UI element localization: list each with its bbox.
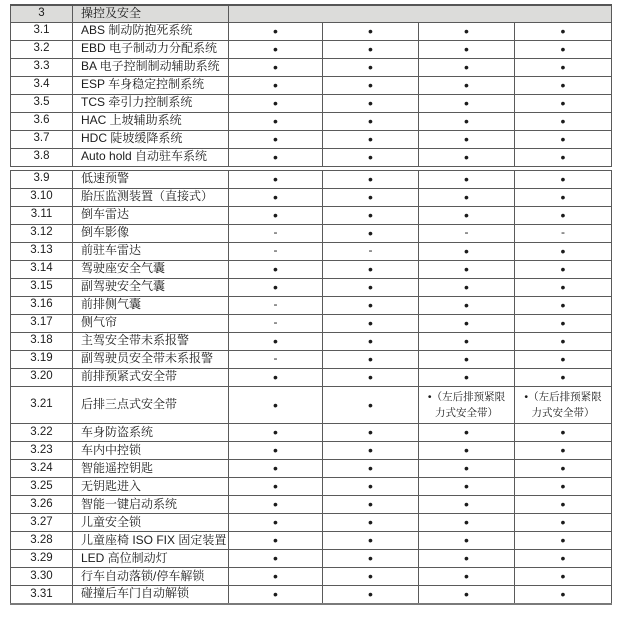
section-header-row (11, 5, 612, 22)
spec-value: • (323, 532, 419, 550)
spec-value: • (419, 188, 515, 206)
table-row (11, 94, 612, 112)
row-label: 主驾安全带未系报警 (73, 332, 229, 350)
spec-value: • (323, 514, 419, 532)
row-label: 侧气帘 (73, 314, 229, 332)
table-row (11, 550, 612, 568)
spec-value: • (515, 58, 612, 76)
spec-value: - (515, 224, 612, 242)
row-label: TCS 牵引力控制系统 (73, 94, 229, 112)
spec-value: • (515, 532, 612, 550)
spec-value: • (419, 332, 515, 350)
spec-value: • (515, 442, 612, 460)
table-row (11, 278, 612, 296)
spec-value: • (419, 260, 515, 278)
row-number: 3.21 (11, 386, 73, 424)
spec-value: • (323, 550, 419, 568)
row-number: 3.15 (11, 278, 73, 296)
spec-tables-container (10, 4, 611, 605)
row-label: 碰撞后车门自动解锁 (73, 586, 229, 604)
spec-value: • (419, 586, 515, 604)
spec-value: - (229, 296, 323, 314)
spec-value: • (323, 314, 419, 332)
spec-value: • (229, 170, 323, 188)
row-number: 3.3 (11, 58, 73, 76)
spec-value: • (229, 550, 323, 568)
spec-value: • (323, 350, 419, 368)
table-row (11, 514, 612, 532)
row-label: LED 高位制动灯 (73, 550, 229, 568)
table-row (11, 76, 612, 94)
row-number: 3.4 (11, 76, 73, 94)
spec-value: • (515, 112, 612, 130)
spec-value: • (419, 460, 515, 478)
spec-value: • (323, 148, 419, 166)
table-row (11, 206, 612, 224)
spec-value: • (515, 94, 612, 112)
row-label: 副驾驶安全气囊 (73, 278, 229, 296)
table-row (11, 260, 612, 278)
spec-value: • (515, 350, 612, 368)
row-label: Auto hold 自动驻车系统 (73, 148, 229, 166)
spec-value: • (229, 586, 323, 604)
table-row (11, 130, 612, 148)
row-number: 3.12 (11, 224, 73, 242)
row-number: 3.22 (11, 424, 73, 442)
spec-value: • (229, 260, 323, 278)
spec-value: • (419, 58, 515, 76)
spec-table-section-1 (10, 4, 612, 167)
row-label: EBD 电子制动力分配系统 (73, 40, 229, 58)
spec-value: • (515, 278, 612, 296)
row-label: BA 电子控制制动辅助系统 (73, 58, 229, 76)
table-row (11, 224, 612, 242)
spec-value: • (515, 568, 612, 586)
spec-value: • (323, 586, 419, 604)
spec-value: • (419, 170, 515, 188)
spec-value: • (229, 496, 323, 514)
table-row (11, 568, 612, 586)
spec-value: • (515, 22, 612, 40)
spec-value: • (515, 170, 612, 188)
spec-value: - (419, 224, 515, 242)
row-number: 3.31 (11, 586, 73, 604)
spec-value: • (419, 314, 515, 332)
spec-value: • (515, 514, 612, 532)
spec-value: • (419, 478, 515, 496)
row-label: 儿童座椅 ISO FIX 固定装置 (73, 532, 229, 550)
table-row (11, 170, 612, 188)
spec-value: • (229, 22, 323, 40)
row-label: 后排三点式安全带 (73, 386, 229, 424)
row-label: ESP 车身稳定控制系统 (73, 76, 229, 94)
row-label: ABS 制动防抱死系统 (73, 22, 229, 40)
spec-value: • (229, 460, 323, 478)
spec-value: • (515, 188, 612, 206)
spec-value: • (229, 368, 323, 386)
row-label: 车身防盗系统 (73, 424, 229, 442)
row-number: 3.16 (11, 296, 73, 314)
row-number: 3.1 (11, 22, 73, 40)
table-row (11, 112, 612, 130)
spec-value: • (323, 386, 419, 424)
row-number: 3.29 (11, 550, 73, 568)
table-row (11, 368, 612, 386)
row-label: 智能遥控钥匙 (73, 460, 229, 478)
spec-table-section-2 (10, 170, 612, 605)
spec-value: • (229, 148, 323, 166)
spec-value: • (419, 22, 515, 40)
spec-value: • (323, 170, 419, 188)
spec-value: - (229, 242, 323, 260)
spec-value: • (229, 130, 323, 148)
table-row (11, 296, 612, 314)
spec-value: • (419, 350, 515, 368)
row-number: 3.7 (11, 130, 73, 148)
spec-value: • (515, 460, 612, 478)
table-row (11, 386, 612, 424)
row-number: 3.13 (11, 242, 73, 260)
row-number: 3.25 (11, 478, 73, 496)
row-label: 驾驶座安全气囊 (73, 260, 229, 278)
row-label: 车内中控锁 (73, 442, 229, 460)
spec-value: • (229, 76, 323, 94)
spec-value: - (323, 242, 419, 260)
spec-value: • (229, 58, 323, 76)
spec-value: • (515, 40, 612, 58)
row-number: 3.8 (11, 148, 73, 166)
spec-value: • (323, 478, 419, 496)
row-label: 前排预紧式安全带 (73, 368, 229, 386)
spec-value: • (229, 40, 323, 58)
spec-value: • (419, 532, 515, 550)
spec-value: • (323, 296, 419, 314)
spec-value: • (229, 568, 323, 586)
spec-value: • (515, 424, 612, 442)
row-label: 行车自动落锁/停车解锁 (73, 568, 229, 586)
spec-value: • (229, 112, 323, 130)
section-header-spacer (229, 5, 612, 22)
table-row (11, 314, 612, 332)
row-number: 3.11 (11, 206, 73, 224)
spec-value: • (229, 332, 323, 350)
spec-value: - (229, 314, 323, 332)
spec-value: • (515, 314, 612, 332)
spec-value: - (229, 350, 323, 368)
spec-value: • (323, 278, 419, 296)
table-row (11, 586, 612, 604)
spec-value: • (323, 368, 419, 386)
spec-value: • (323, 260, 419, 278)
spec-value: • (515, 496, 612, 514)
row-number: 3.19 (11, 350, 73, 368)
spec-value: • (419, 278, 515, 296)
spec-value: • (419, 148, 515, 166)
table-row (11, 332, 612, 350)
spec-value: • (515, 332, 612, 350)
table-row (11, 532, 612, 550)
row-number: 3.10 (11, 188, 73, 206)
spec-value: • (229, 478, 323, 496)
row-number: 3.14 (11, 260, 73, 278)
spec-value: • (515, 242, 612, 260)
table-row (11, 242, 612, 260)
table-row (11, 424, 612, 442)
row-number: 3.23 (11, 442, 73, 460)
spec-value: • (419, 94, 515, 112)
spec-value: • (515, 368, 612, 386)
spec-value: • (323, 496, 419, 514)
spec-value: •（左后排预紧限力式安全带） (515, 386, 612, 424)
table-row (11, 148, 612, 166)
row-label: HAC 上坡辅助系统 (73, 112, 229, 130)
spec-value: • (323, 332, 419, 350)
spec-value: • (323, 40, 419, 58)
row-number: 3.27 (11, 514, 73, 532)
spec-value: • (515, 478, 612, 496)
row-label: 前排侧气囊 (73, 296, 229, 314)
spec-value: • (323, 188, 419, 206)
spec-value: • (515, 586, 612, 604)
table-row (11, 22, 612, 40)
table-row (11, 40, 612, 58)
spec-value: • (515, 148, 612, 166)
row-label: 儿童安全锁 (73, 514, 229, 532)
spec-value: • (323, 22, 419, 40)
table-row (11, 350, 612, 368)
spec-value: • (515, 260, 612, 278)
spec-value: • (419, 442, 515, 460)
spec-value: • (229, 532, 323, 550)
spec-value: • (419, 368, 515, 386)
spec-value: • (419, 76, 515, 94)
spec-value: • (323, 442, 419, 460)
spec-value: • (515, 76, 612, 94)
spec-value: • (323, 568, 419, 586)
table-row (11, 188, 612, 206)
spec-value: • (515, 206, 612, 224)
table-row (11, 460, 612, 478)
row-number: 3.18 (11, 332, 73, 350)
row-label: 倒车雷达 (73, 206, 229, 224)
spec-value: • (229, 278, 323, 296)
spec-value: • (419, 112, 515, 130)
spec-value: • (419, 130, 515, 148)
row-number: 3.20 (11, 368, 73, 386)
row-label: 副驾驶员安全带未系报警 (73, 350, 229, 368)
spec-value: • (229, 386, 323, 424)
section-number: 3 (11, 5, 73, 22)
spec-value: • (323, 112, 419, 130)
row-label: 前驻车雷达 (73, 242, 229, 260)
spec-value: • (515, 130, 612, 148)
row-number: 3.2 (11, 40, 73, 58)
spec-value: • (229, 188, 323, 206)
spec-value: • (515, 296, 612, 314)
section-title: 操控及安全 (73, 5, 229, 22)
row-number: 3.6 (11, 112, 73, 130)
spec-value: • (419, 424, 515, 442)
row-number: 3.5 (11, 94, 73, 112)
spec-value: • (515, 550, 612, 568)
spec-value: • (323, 424, 419, 442)
spec-value: • (419, 496, 515, 514)
spec-value: • (229, 206, 323, 224)
spec-value: • (229, 442, 323, 460)
row-number: 3.17 (11, 314, 73, 332)
row-label: HDC 陡坡缓降系统 (73, 130, 229, 148)
row-number: 3.28 (11, 532, 73, 550)
spec-value: • (323, 460, 419, 478)
spec-value: • (323, 76, 419, 94)
spec-value: • (419, 568, 515, 586)
row-number: 3.30 (11, 568, 73, 586)
spec-value: • (229, 424, 323, 442)
table-row (11, 442, 612, 460)
spec-value: • (419, 550, 515, 568)
spec-value: •（左后排预紧限力式安全带） (419, 386, 515, 424)
spec-value: • (229, 94, 323, 112)
row-number: 3.24 (11, 460, 73, 478)
spec-value: • (229, 514, 323, 532)
row-label: 倒车影像 (73, 224, 229, 242)
spec-value: • (419, 242, 515, 260)
spec-value: • (323, 58, 419, 76)
row-label: 智能一键启动系统 (73, 496, 229, 514)
spec-value: • (323, 206, 419, 224)
table-row (11, 496, 612, 514)
row-number: 3.9 (11, 170, 73, 188)
row-number: 3.26 (11, 496, 73, 514)
table-row (11, 58, 612, 76)
spec-value: - (229, 224, 323, 242)
spec-value: • (419, 296, 515, 314)
spec-value: • (323, 130, 419, 148)
spec-value: • (419, 40, 515, 58)
row-label: 胎压监测装置（直接式） (73, 188, 229, 206)
spec-value: • (419, 206, 515, 224)
table-row (11, 478, 612, 496)
row-label: 无钥匙进入 (73, 478, 229, 496)
spec-value: • (323, 94, 419, 112)
row-label: 低速预警 (73, 170, 229, 188)
spec-value: • (323, 224, 419, 242)
spec-value: • (419, 514, 515, 532)
